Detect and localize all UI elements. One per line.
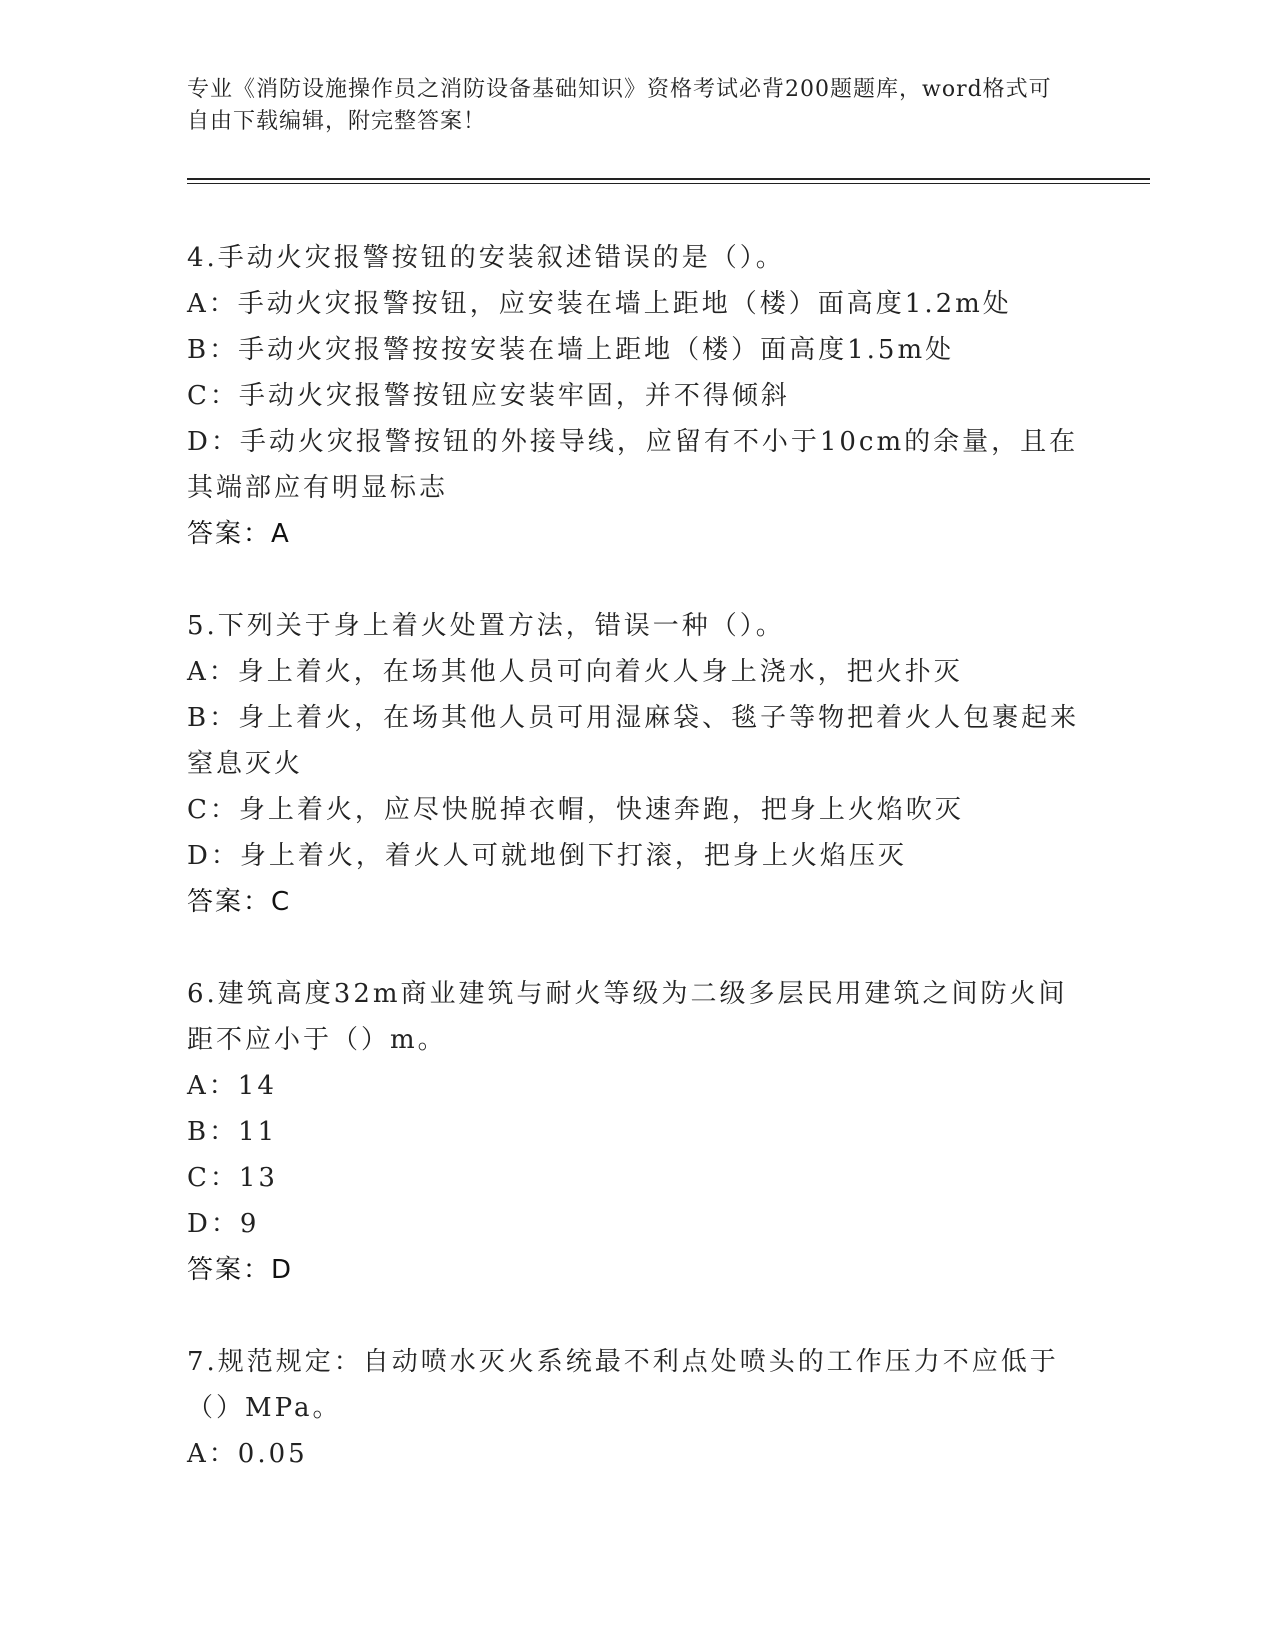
option-c: C：手动火灾报警按钮应安装牢固，并不得倾斜 [187,381,790,411]
option-b: B：身上着火，在场其他人员可用湿麻袋、毯子等物把着火人包裹起来窒息灭火 [187,703,1080,779]
option-a: A：14 [187,1071,277,1101]
option-b: B：手动火灾报警按按安装在墙上距地（楼）面高度1.5m处 [187,335,955,365]
option-a: A：0.05 [187,1439,308,1469]
option-d: D：手动火灾报警按钮的外接导线，应留有不小于10cm的余量，且在其端部应有明显标志 [187,427,1079,503]
answer-label: 答案：A [187,519,291,549]
option-a: A：手动火灾报警按钮，应安装在墙上距地（楼）面高度1.2m处 [187,289,1012,319]
answer-label: 答案：D [187,1255,294,1285]
option-d: D：9 [187,1209,260,1239]
question-5 [187,603,1087,925]
question-stem: 7.规范规定：自动喷水灭火系统最不利点处喷头的工作压力不应低于（）MPa。 [187,1347,1059,1423]
question-6 [187,971,1087,1293]
question-stem: 4.手动火灾报警按钮的安装叙述错误的是（）。 [187,243,785,273]
option-c: C：13 [187,1163,278,1193]
header-divider [187,178,1150,184]
question-list [187,235,1087,1523]
question-7 [187,1339,1087,1477]
question-stem: 5.下列关于身上着火处置方法，错误一种（）。 [187,611,785,641]
document-header: 专业《消防设施操作员之消防设备基础知识》资格考试必背200题题库，word格式可自由下载编辑，附完整答案！ [187,77,1052,134]
answer-label: 答案：C [187,887,292,917]
option-b: B：11 [187,1117,278,1147]
question-stem: 6.建筑高度32m商业建筑与耐火等级为二级多层民用建筑之间防火间距不应小于（）m。 [187,979,1068,1055]
option-d: D：身上着火，着火人可就地倒下打滚，把身上火焰压灭 [187,841,907,871]
option-c: C：身上着火，应尽快脱掉衣帽，快速奔跑，把身上火焰吹灭 [187,795,964,825]
question-4 [187,235,1087,557]
option-a: A：身上着火，在场其他人员可向着火人身上浇水，把火扑灭 [187,657,963,687]
